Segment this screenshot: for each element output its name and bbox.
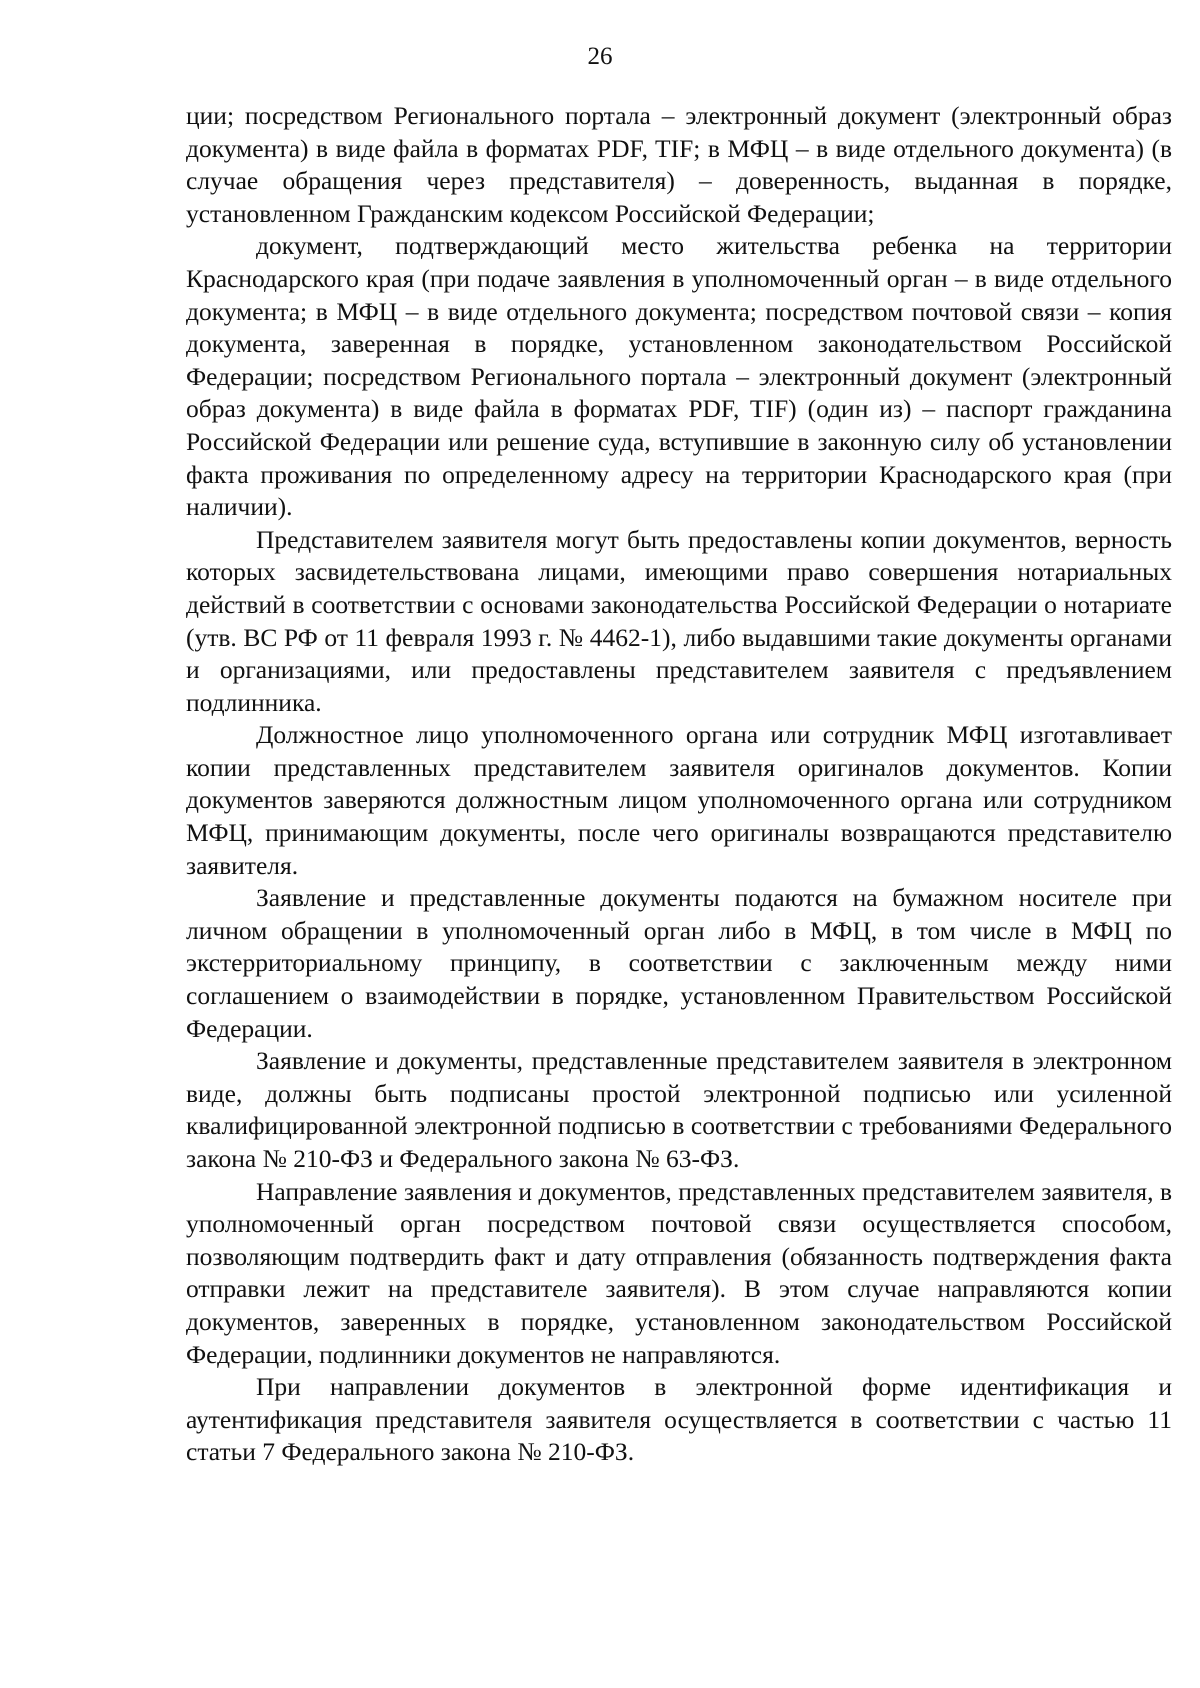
text-body	[186, 100, 1172, 1469]
paragraph-electronic-identification: При направлении документов в электронной форме идентификация и аутентификация представителя заявителя осуществляется в соответствии с частью 11 статьи 7 Федерального закона № 210-ФЗ.	[186, 1372, 1172, 1467]
paragraph-electronic-signature: Заявление и документы, представленные представителем заявителя в электронном виде, должны быть подписаны простой электронной подписью или усиленной квалифицированной электронной подписью в соответствии с требованиями Федерального закона № 210-ФЗ и Федерального закона № 63-ФЗ.	[186, 1046, 1172, 1173]
paragraph-official-copies: Должностное лицо уполномоченного органа или сотрудник МФЦ изготавливает копии представленных представителем заявителя оригиналов документов. Копии документов заверяются должностным лицом уполномоченного органа или сотрудником МФЦ, принимающим документы, после чего оригиналы возвращаются представителю заявителя.	[186, 720, 1172, 880]
page-number: 26	[587, 43, 613, 70]
paragraph-continuation: ции; посредством Регионального портала – электронный документ (электронный образ документа) в виде файла в форматах PDF, TIF; в МФЦ – в виде отдельного документа) (в случае обращения через представителя) – доверенность, выданная в порядке, установленном Гражданским кодексом Российской Федерации;	[186, 101, 1172, 228]
paragraph-postal-submission: Направление заявления и документов, представленных представителем заявителя, в уполномоченный орган посредством почтовой связи осуществляется способом, позволяющим подтвердить факт и дату отправления (обязанность подтверждения факта отправки лежит на представителе заявителя). В этом случае направляются копии документов, заверенных в порядке, установленном законодательством Российской Федерации, подлинники документов не направляются.	[186, 1176, 1172, 1369]
paragraph-certified-copies: Представителем заявителя могут быть предоставлены копии документов, верность которых засвидетельствована лицами, имеющими право совершения нотариальных действий в соответствии с основами законодательства Российской Федерации о нотариате (утв. ВС РФ от 11 февраля 1993 г. № 4462-1), либо выдавшими такие документы органами и организациями, или предоставлены представителем заявителя с предъявлением подлинника.	[186, 524, 1172, 717]
paragraph-paper-submission: Заявление и представленные документы подаются на бумажном носителе при личном обращении в уполномоченный орган либо в МФЦ, в том числе в МФЦ по экстерриториальному принципу, в соответствии с заключенным между ними соглашением о взаимодействии в порядке, установленном Правительством Российской Федерации.	[186, 883, 1172, 1043]
paragraph-residence-document: документ, подтверждающий место жительства ребенка на территории Краснодарского края (при подаче заявления в уполномоченный орган – в виде отдельного документа; в МФЦ – в виде отдельного документа; посредством почтовой связи – копия документа, заверенная в порядке, установленном законодательством Российской Федерации; посредством Регионального портала – электронный документ (электронный образ документа) в виде файла в форматах PDF, TIF) (один из) – паспорт гражданина Российской Федерации или решение суда, вступившие в законную силу об установлении факта проживания по определенному адресу на территории Краснодарского края (при наличии).	[186, 231, 1172, 522]
